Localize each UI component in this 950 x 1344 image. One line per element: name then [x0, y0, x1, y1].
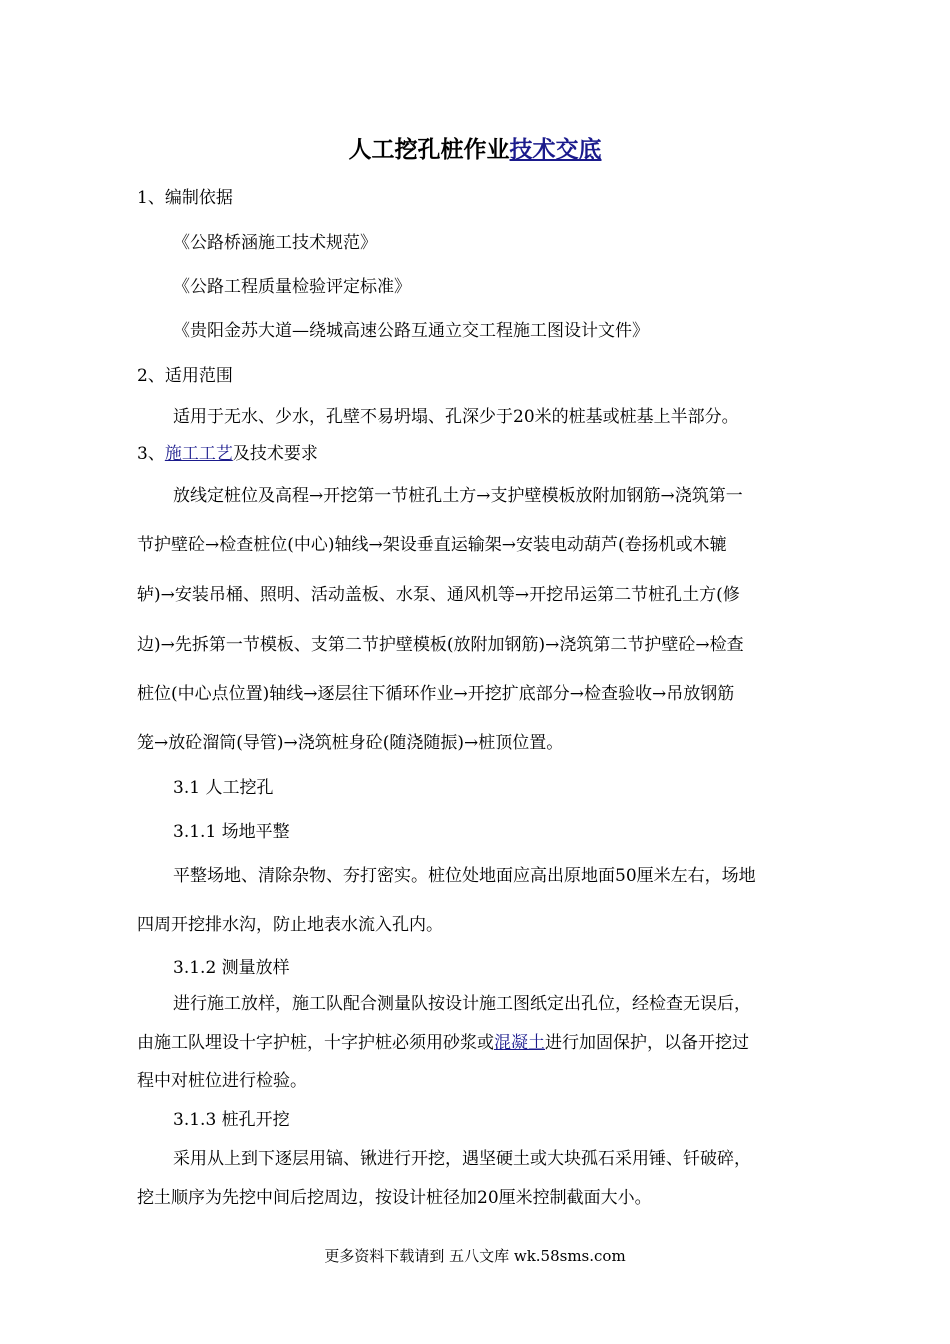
process-line-6: 笼→放砼溜筒(导管)→浇筑桩身砼(随浇随振)→桩顶位置。 — [137, 733, 564, 753]
reference-2: 《公路工程质量检验评定标准》 — [173, 277, 411, 297]
section-3-suffix: 及技术要求 — [232, 444, 318, 464]
text-3-1-1-line-1: 平整场地、清除杂物、夯打密实。桩位处地面应高出原地面50厘米左右，场地 — [173, 866, 756, 886]
reference-1: 《公路桥涵施工技术规范》 — [173, 233, 377, 253]
subsection-3-1-3: 3.1.3 桩孔开挖 — [173, 1110, 290, 1130]
page-footer: 更多资料下载请到 五八文库 wk.58sms.com — [324, 1247, 626, 1265]
title-link[interactable]: 技术交底 — [509, 136, 602, 163]
subsection-3-1: 3.1 人工挖孔 — [173, 778, 274, 798]
process-line-2: 节护壁砼→检查桩位(中心)轴线→架设垂直运输架→安装电动葫芦(卷扬机或木辘 — [137, 535, 727, 555]
subsection-3-1-1: 3.1.1 场地平整 — [173, 822, 290, 842]
text-3-1-3-line-1: 采用从上到下逐层用镐、锹进行开挖，遇坚硬土或大块孤石采用锤、钎破碎， — [173, 1149, 751, 1169]
process-link[interactable]: 施工工艺 — [164, 444, 233, 464]
section-2-text: 适用于无水、少水，孔壁不易坍塌、孔深少于20米的桩基或桩基上半部分。 — [173, 407, 739, 427]
title-text: 人工挖孔桩作业 — [348, 136, 510, 163]
process-line-4: 边)→先拆第一节模板、支第二节护壁模板(放附加钢筋)→浇筑第二节护壁砼→检查 — [137, 635, 744, 655]
process-line-1: 放线定桩位及高程→开挖第一节桩孔土方→支护壁模板放附加钢筋→浇筑第一 — [173, 486, 743, 506]
process-line-3: 轳)→安装吊桶、照明、活动盖板、水泵、通风机等→开挖吊运第二节桩孔土方(修 — [137, 585, 740, 605]
section-3-prefix: 3、 — [137, 444, 165, 464]
section-3-heading — [137, 442, 837, 466]
text-3-1-2-line-1: 进行施工放样，施工队配合测量队按设计施工图纸定出孔位，经检查无误后， — [173, 994, 751, 1014]
text-3-1-2-pre: 由施工队埋设十字护桩，十字护桩必须用砂浆或 — [137, 1033, 494, 1053]
reference-3: 《贵阳金苏大道—绕城高速公路互通立交工程施工图设计文件》 — [173, 321, 649, 341]
text-3-1-2-post: 进行加固保护，以备开挖过 — [545, 1033, 749, 1053]
text-3-1-3-line-2: 挖土顺序为先挖中间后挖周边，按设计桩径加20厘米控制截面大小。 — [137, 1188, 652, 1208]
document-title — [0, 134, 950, 166]
text-3-1-2-line-2 — [137, 1031, 837, 1055]
text-3-1-2-line-3: 程中对桩位进行检验。 — [137, 1071, 307, 1091]
section-1-heading: 1、编制依据 — [137, 188, 233, 208]
text-3-1-1-line-2: 四周开挖排水沟，防止地表水流入孔内。 — [137, 915, 443, 935]
subsection-3-1-2: 3.1.2 测量放样 — [173, 958, 290, 978]
process-line-5: 桩位(中心点位置)轴线→逐层往下循环作业→开挖扩底部分→检查验收→吊放钢筋 — [137, 684, 735, 704]
concrete-link[interactable]: 混凝土 — [494, 1033, 545, 1053]
section-2-heading: 2、适用范围 — [137, 366, 233, 386]
